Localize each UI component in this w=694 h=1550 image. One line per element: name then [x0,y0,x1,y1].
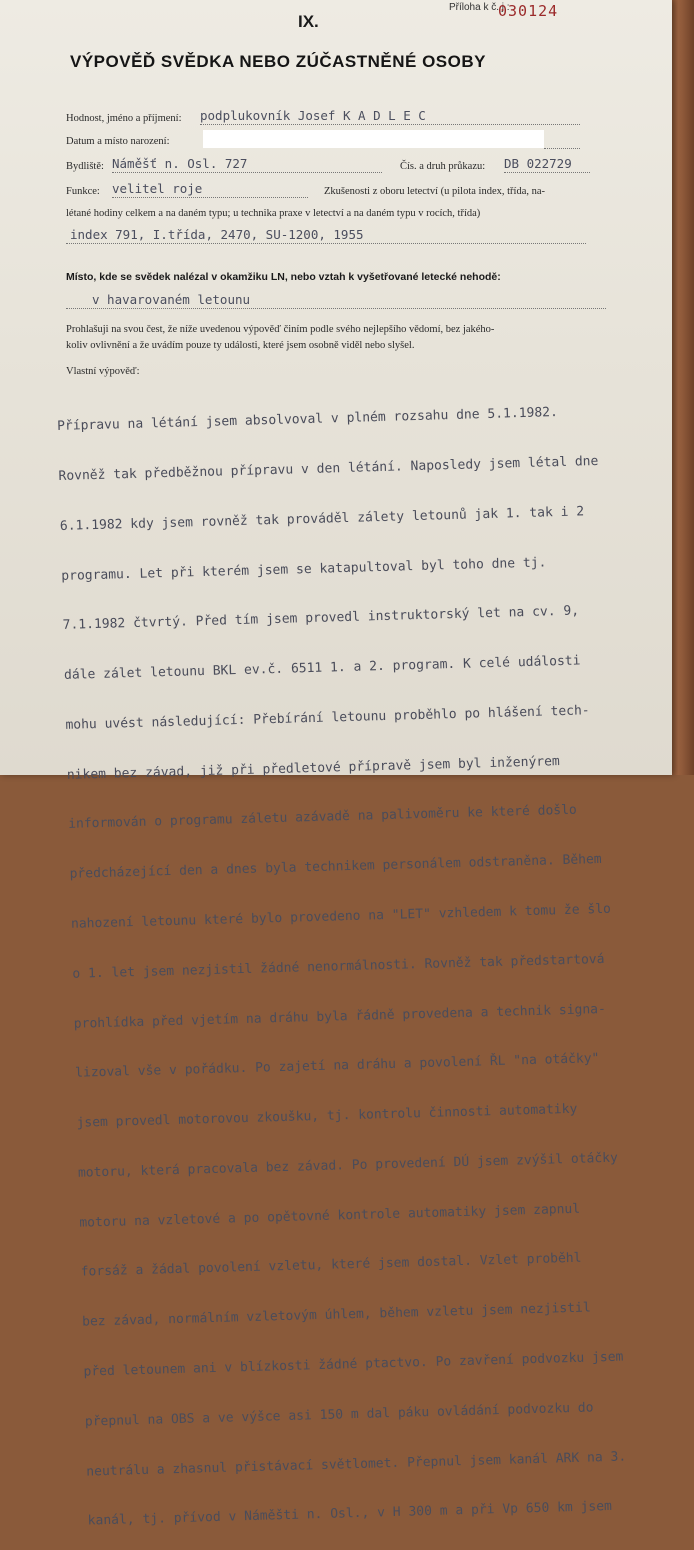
testimony-line: kanál, tj. přívod v Náměšti n. Osl., v H 300 m a při Vp 650 km jsem [87,1499,613,1529]
rank-name-label: Hodnost, jméno a příjmení: [66,113,182,124]
testimony-line: 6.1.1982 kdy jsem rovněž tak prováděl zálety letounů jak 1. tak i 2 [59,504,585,534]
birth-label: Datum a místo narození: [66,136,170,147]
rank-name-line [200,124,580,125]
id-line [504,172,590,173]
testimony-line: 7.1.1982 čtvrtý. Před tím jsem provedl instruktorský let na cv. 9, [62,603,580,634]
testimony-line: před letounem ani v blízkosti žádné ptactvo. Po zavření podvozku jsem [83,1349,624,1380]
redaction-bar [203,130,544,148]
location-line [66,308,606,309]
location-value: v havarovaném letounu [92,292,251,307]
testimony-line: přepnul na OBS a ve výšce asi 150 m dal páku ovládání podvozku do [84,1400,594,1430]
rank-name-value: podplukovník Josef K A D L E C [200,108,426,123]
testimony-line: dále zálet letounu BKL ev.č. 6511 1. a 2. program. K celé události [63,653,581,683]
location-label: Místo, kde se svědek nalézal v okamžiku LN, nebo vztah k vyšetřované letecké nehodě: [66,271,501,283]
testimony-line: nahození letounu které bylo provedeno na "LET" vzhledem k tomu že šlo [70,901,612,932]
testimony-line: motoru na vzletové a po opětovné kontrole automatiky jsem zapnul [79,1201,581,1231]
testimony-label: Vlastní výpověď: [66,366,140,377]
testimony-line: forsáž a žádal povolení vzletu, které jsem dostal. Vzlet proběhl [80,1251,582,1281]
document-title: VÝPOVĚĎ SVĚDKA NEBO ZÚČASTNĚNÉ OSOBY [70,52,486,71]
testimony-line: informován o programu záletu azávadě na palivoměru ke které došlo [68,803,578,833]
residence-value: Náměšť n. Osl. 727 [112,156,248,171]
testimony-line: Rovněž tak předběžnou přípravu v den létání. Naposledy jsem létal dne [58,453,599,484]
testimony-line: prohlídka před vjetím na dráhu byla řádně provedena a technik signa- [73,1001,607,1032]
testimony-line: neutrálu a zhasnul přistávací světlomet. Přepnul jsem kanál ARK na 3. [86,1449,627,1480]
residence-line [112,172,382,173]
testimony-text [56,368,694,1550]
testimony-line: o 1. let jsem nezjistil žádné nenormálnosti. Rovněž tak předstartová [72,951,605,982]
function-label: Funkce: [66,186,100,197]
function-line [112,197,308,198]
testimony-line: Přípravu na létání jsem absolvoval v plném rozsahu dne 5.1.1982. [56,405,559,435]
id-label: Čís. a druh průkazu: [400,161,486,172]
experience-line [66,243,586,244]
testimony-line: jsem provedl motorovou zkoušku, tj. kontrolu činnosti automatiky [76,1101,578,1131]
experience-label-2: létané hodiny celkem a na daném typu; u technika praxe v letectví a na daném typu v rocích, třída) [66,208,481,219]
experience-label-1: Zkušenosti z oboru letectví (u pilota index, třída, na- [324,186,546,197]
declaration-line-1: Prohlašuji na svou čest, že níže uvedenou výpověď činím podle svého nejlepšího vědomí, bez jakého- [66,324,495,335]
declaration-line-2: koliv ovlivnění a že uvádím pouze ty události, které jsem osobně viděl nebo slyšel. [66,340,415,351]
attachment-number-stamp: 030124 [498,2,559,20]
testimony-line: lizoval vše v pořádku. Po zajetí na dráhu a povolení ŘL "na otáčky" [74,1051,600,1082]
testimony-line: nikem bez závad, již při předletové přípravě jsem byl inženýrem [66,753,560,783]
testimony-line: předcházející den a dnes byla technikem personálem odstraněna. Během [69,852,602,883]
experience-value: index 791, I.třída, 2470, SU-1200, 1955 [70,227,364,242]
birth-line [544,148,580,149]
section-number: IX. [298,12,319,31]
testimony-line: motoru, která pracovala bez závad. Po provedení DÚ jsem zvýšil otáčky [77,1150,619,1181]
id-value: DB 022729 [504,156,572,171]
attachment-label: Příloha k č. j.: [449,2,510,13]
testimony-line: programu. Let při kterém jsem se katapultoval byl toho dne tj. [61,554,547,584]
testimony-line: bez závad, normálním vzletovým úhlem, během vzletu jsem nezjistil [81,1300,591,1330]
residence-label: Bydliště: [66,161,104,172]
function-value: velitel roje [112,181,203,196]
testimony-line: mohu uvést následující: Přebírání letounu proběhlo po hlášení tech- [65,703,590,733]
